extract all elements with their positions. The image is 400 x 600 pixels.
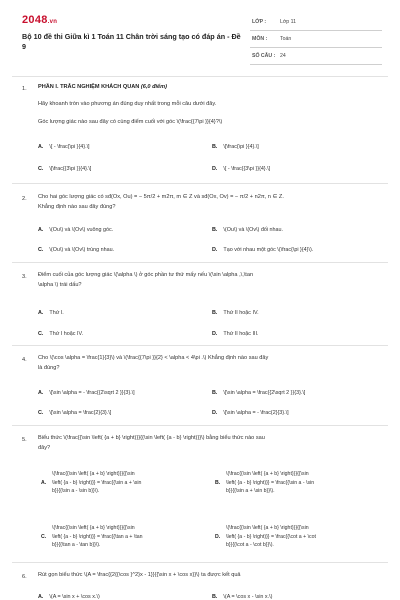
divider (12, 425, 388, 426)
q4-number: 4. (22, 357, 27, 363)
option-line: \left( {a - b} \right)}} = \frac{{\sin a - \sin (226, 479, 315, 486)
option-line: \(\frac{{\sin \left( {a + b} \right)}}{{\sin (226, 525, 309, 531)
option-text: \(A = \sin x + \cos x.\) (49, 594, 100, 600)
q3-option-a[interactable]: A. Thứ I. (38, 310, 64, 316)
section-number: 1. (22, 86, 27, 92)
divider (12, 262, 388, 263)
option-line: \left( {a - b} \right)}} = \frac{{\cot a + \cot (226, 533, 316, 540)
logo-main: 2048 (22, 14, 48, 26)
option-line: \left( {a - b} \right)}} = \frac{{\tan a + \tan (52, 533, 143, 540)
q4-text-line2: là đúng? (38, 365, 60, 371)
meta-row-count (250, 48, 382, 65)
option-line: b}}{{\sin a + \sin b}}\). (226, 488, 275, 494)
q5-option-d[interactable]: D. \(\frac{{\sin \left( {a + b} \right)}}{{\sin \left( {a - b} \right)}} = \frac{{\cot a + \cot b}}{{\cot a - \cot b}}\). (226, 524, 376, 550)
q3-text-line1: Điểm cuối của góc lượng giác \(\alpha \) ở góc phần tư thứ mấy nếu \(\sin \alpha ,\,\tan (38, 272, 254, 278)
q4-option-a[interactable]: A. \[\sin \alpha = - \frac{{2\sqrt 2 }}{3}.\] (38, 390, 135, 396)
q3-option-d[interactable]: D. Thứ II hoặc III. (212, 331, 259, 337)
q1-option-a[interactable]: A. \[ - \frac{\pi }{4}.\] (38, 144, 90, 150)
option-text: \[ - \frac{\pi }{4}.\] (49, 144, 90, 150)
meta-value: Lớp 11 (280, 19, 296, 25)
option-line: \(\frac{{\sin \left( {a + b} \right)}}{{\sin (226, 471, 309, 477)
q6-text: Rút gọn biểu thức \(A = \frac{{2{{\cos }^2}x - 1}}{{\sin x + \cos x}}\) ta được kết quả (38, 572, 241, 578)
meta-key: MÔN : (252, 36, 268, 42)
q5-text-line2: đây? (38, 445, 51, 451)
option-text: \(A = \cos x - \sin x.\) (223, 594, 273, 600)
q5-option-c[interactable]: C. \(\frac{{\sin \left( {a + b} \right)}}{{\sin \left( {a - b} \right)}} = \frac{{\tan a + \tan b}}{{\tan a - \tan b}}\). (52, 524, 202, 550)
option-text: Thứ I. (49, 310, 64, 316)
meta-row-class (250, 14, 382, 31)
q3-text-line2: \alpha \) trái dấu? (38, 282, 82, 288)
meta-key: LỚP : (252, 19, 267, 25)
meta-value: 24 (280, 53, 286, 59)
q2-option-d[interactable]: D. Tạo với nhau một góc \(\frac{\pi }{4}\). (212, 247, 314, 253)
q6-option-a[interactable]: A. \(A = \sin x + \cos x.\) (38, 594, 100, 600)
q3-option-b[interactable]: B. Thứ II hoặc IV. (212, 310, 259, 316)
option-text: \[\frac{{3\pi }}{4}.\] (49, 166, 92, 172)
q6-number: 6. (22, 574, 27, 580)
option-text: \[ - \frac{{3\pi }}{4}.\] (223, 166, 271, 172)
document-title: Bộ 10 đề thi Giữa kì 1 Toán 11 Chân trời sáng tạo có đáp án - Đề 9 (22, 32, 241, 51)
q5-text-line1: Biểu thức \(\frac{{\sin \left( {a + b} \right)}}{{\sin \left( {a - b} \right)}}\) bằng biểu thức nào sau (38, 435, 265, 441)
document-header (22, 14, 382, 72)
q1-option-b[interactable]: B. \[\frac{\pi }{4}.\] (212, 144, 259, 150)
site-logo[interactable] (22, 14, 57, 26)
instruction-text: Hãy khoanh tròn vào phương án đúng duy nhất trong mỗi câu dưới đây. (38, 101, 217, 107)
q5-number: 5. (22, 437, 27, 443)
divider (12, 562, 388, 563)
q6-option-b[interactable]: B. \(A = \cos x - \sin x.\) (212, 594, 273, 600)
q1-option-d[interactable]: D. \[ - \frac{{3\pi }}{4}.\] (212, 166, 271, 172)
option-text: \[\sin \alpha = \frac{2}{3}.\] (49, 410, 112, 416)
option-text: \[\sin \alpha = - \frac{{2\sqrt 2 }}{3}.\] (49, 390, 135, 396)
q5-option-b[interactable]: B. \(\frac{{\sin \left( {a + b} \right)}}{{\sin \left( {a - b} \right)}} = \frac{{\sin a - \sin b}}{{\sin a + \sin b}}\). (226, 470, 376, 496)
q2-text-line2: Khẳng định nào sau đây đúng? (38, 204, 116, 210)
meta-row-subject (250, 31, 382, 48)
divider (12, 183, 388, 184)
option-text: \[\sin \alpha = - \frac{2}{3}.\] (223, 410, 289, 416)
option-line: b}}{{\cot a - \cot b}}\). (226, 542, 274, 548)
option-text: \(Ou\) và \(Ov\) vuông góc. (49, 227, 114, 233)
q3-option-c[interactable]: C. Thứ I hoặc IV. (38, 331, 84, 337)
q1-text: Góc lượng giác nào sau đây có cùng điểm cuối với góc \(\frac{{7\pi }}{4}?\) (38, 119, 223, 125)
q2-number: 2. (22, 196, 27, 202)
meta-key: SỐ CÂU : (252, 53, 276, 59)
q2-option-b[interactable]: B. \(Ou\) và \(Ov\) đối nhau. (212, 227, 284, 233)
section-title (38, 83, 167, 92)
option-line: \(\frac{{\sin \left( {a + b} \right)}}{{\sin (52, 525, 135, 531)
divider (12, 345, 388, 346)
meta-table (250, 14, 382, 65)
q4-text-line1: Cho \(\cos \alpha = \frac{1}{3}\) và \(\frac{{7\pi }}{2} < \alpha < 4\pi .\) Khẳng định nào sau đây (38, 355, 269, 361)
logo-suffix: .vn (47, 19, 58, 25)
section-points: (6,0 điểm) (140, 84, 167, 90)
option-text: \[\frac{\pi }{4}.\] (223, 144, 259, 150)
meta-value: Toán (280, 36, 292, 42)
option-line: \left( {a - b} \right)}} = \frac{{\sin a + \sin (52, 479, 142, 486)
option-text: Thứ II hoặc III. (223, 331, 259, 337)
section-title-text: PHẦN I. TRẮC NGHIỆM KHÁCH QUAN (38, 84, 140, 90)
option-line: \(\frac{{\sin \left( {a + b} \right)}}{{\sin (52, 471, 135, 477)
option-text: Tạo với nhau một góc \(\frac{\pi }{4}\). (223, 247, 314, 253)
q4-option-d[interactable]: D. \[\sin \alpha = - \frac{2}{3}.\] (212, 410, 289, 416)
divider (12, 76, 388, 77)
option-line: b}}{{\tan a - \tan b}}\). (52, 542, 101, 548)
q4-option-c[interactable]: C. \[\sin \alpha = \frac{2}{3}.\] (38, 410, 112, 416)
option-text: Thứ I hoặc IV. (49, 331, 84, 337)
option-text: \(Ou\) và \(Ov\) trùng nhau. (49, 247, 115, 253)
q5-option-a[interactable]: A. \(\frac{{\sin \left( {a + b} \right)}}{{\sin \left( {a - b} \right)}} = \frac{{\sin a + \sin b}}{{\sin a - \sin b}}\). (52, 470, 202, 496)
option-text: \[\sin \alpha = \frac{{2\sqrt 2 }}{3}.\] (223, 390, 306, 396)
option-text: Thứ II hoặc IV. (223, 310, 259, 316)
q2-option-a[interactable]: A. \(Ou\) và \(Ov\) vuông góc. (38, 227, 114, 233)
option-line: b}}{{\sin a - \sin b}}\). (52, 488, 100, 494)
q2-text-line1: Cho hai góc lượng giác có sđ(Ox, Ou) = − 5π/2 + m2π, m ∈ Z và sđ(Ox, Ov) = − π/2 + n2π, n ∈ Z. (38, 194, 284, 200)
option-text: \(Ou\) và \(Ov\) đối nhau. (223, 227, 284, 233)
q4-option-b[interactable]: B. \[\sin \alpha = \frac{{2\sqrt 2 }}{3}.\] (212, 390, 306, 396)
q1-option-c[interactable]: C. \[\frac{{3\pi }}{4}.\] (38, 166, 92, 172)
q2-option-c[interactable]: C. \(Ou\) và \(Ov\) trùng nhau. (38, 247, 115, 253)
q3-number: 3. (22, 274, 27, 280)
